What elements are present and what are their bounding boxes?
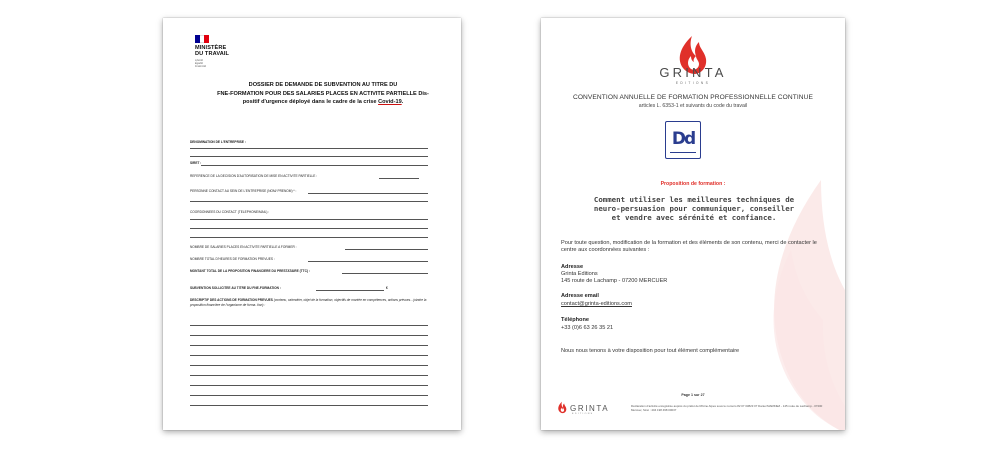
field-line[interactable] xyxy=(190,237,428,238)
form-document-page xyxy=(163,18,461,430)
field-line[interactable] xyxy=(190,375,428,376)
convention-subtitle: articles L. 6353-1 et suivants du code du travail xyxy=(638,103,748,109)
datadock-logo-icon xyxy=(665,121,701,159)
field-line[interactable] xyxy=(190,355,428,356)
field-line[interactable] xyxy=(345,249,428,250)
field-label: DENOMINATION DE L'ENTREPRISE : xyxy=(190,140,246,144)
ministry-line-1: MINISTÈRE xyxy=(195,45,227,51)
field-line[interactable] xyxy=(190,395,428,396)
marianne-flag-icon xyxy=(195,35,209,43)
field-contact-details xyxy=(190,210,436,214)
field-line[interactable] xyxy=(190,325,428,326)
document-title xyxy=(207,81,439,107)
field-line[interactable] xyxy=(190,201,428,202)
field-line[interactable] xyxy=(190,228,428,229)
field-line[interactable] xyxy=(342,273,428,274)
closing-statement: Nous nous tenons à votre disposition pour tout élément complémentaire xyxy=(561,348,740,354)
brand-subtitle: EDITIONS xyxy=(675,81,711,85)
field-label: REFERENCE DE LA DECISION D'AUTORISATION DE MISE EN ACTIVITE PARTIELLE : xyxy=(190,174,318,178)
field-label: DESCRIPTIF DES ACTIONS DE FORMATION PREVUES xyxy=(190,298,273,302)
flag-red xyxy=(204,35,209,43)
ministry-name xyxy=(195,45,229,57)
address-label: Adresse xyxy=(561,264,584,270)
field-label: COORDONNEES DU CONTACT (TELEPHONE/MAIL) : xyxy=(190,210,270,214)
field-unit: € xyxy=(386,286,388,290)
euro-unit xyxy=(386,286,396,290)
footer-legal-text: Déclaration d'activité enregistrée auprès du préfet de Rhône Alpes sous le numéro 82 07 03823 07 Daniel MARINEZ - 145 route de Lachamp - 07200 Mercuer, Siret : 404 198 498 00037 xyxy=(631,404,823,412)
field-line[interactable] xyxy=(190,156,428,157)
field-line[interactable] xyxy=(190,365,428,366)
footer-flame-icon xyxy=(555,400,569,416)
phone-number: +33 (0)6 63 26 35 21 xyxy=(561,325,614,331)
address-line-1: Grinta Editions xyxy=(561,271,598,277)
field-line[interactable] xyxy=(379,178,419,179)
field-line[interactable] xyxy=(190,219,428,220)
datadock-bar xyxy=(670,152,696,153)
training-convention-page xyxy=(541,18,845,430)
republic-motto xyxy=(195,59,206,69)
title-line-3-text: positif d'urgence déployé dans le cadre de la crise xyxy=(242,99,379,106)
contact-intro: Pour toute question, modification de la formation et des éléments de son contenu, merci de contacter le centre aux coordonnées suivantes : xyxy=(561,240,817,254)
field-denomination xyxy=(190,140,436,144)
motto-egalite: Égalité xyxy=(195,62,203,66)
field-line[interactable] xyxy=(190,385,428,386)
field-label: NOMBRE TOTAL D'HEURES DE FORMATION PREVUES : xyxy=(190,257,275,261)
field-label: MONTANT TOTAL DE LA PROPOSITION FINANCIERE DU PRESTATAIRE (TTC) : xyxy=(190,269,310,273)
footer-brand-sub: EDITIONS xyxy=(572,413,594,415)
proposal-label: Proposition de formation : xyxy=(660,181,726,187)
title-line-2: FNE-FORMATION POUR DES SALARIES PLACES EN ACTIVITE PARTIELLE Dis- xyxy=(217,90,429,97)
footer-brand: GRINTA xyxy=(570,404,610,413)
title-line-3 xyxy=(207,98,439,107)
proposal-title: Comment utiliser les meilleures techniques de neuro-persuasion pour communiquer, conseiller et vendre avec sérénité et confiance. xyxy=(593,195,795,223)
motto-fraternite: Fraternité xyxy=(195,65,207,69)
field-subvention xyxy=(190,286,436,290)
field-line[interactable] xyxy=(308,193,428,194)
field-detail: (contenu, calendrier, objet de la formation, objectifs de montée en compétences, actions prévues…joindre la proposition financière de l'organisme de forma- tion) : xyxy=(190,298,427,308)
field-label: PERSONNE CONTACT AU SEIN DE L'ENTREPRISE (NOM/ PRENOM) * : xyxy=(190,189,297,193)
title-covid: Covid-19 xyxy=(378,99,402,106)
field-line[interactable] xyxy=(190,148,428,149)
field-label: NOMBRE DE SALARIES PLACES EN ACTIVITE PARTIELLE A FORMER : xyxy=(190,245,297,249)
field-line[interactable] xyxy=(308,261,428,262)
field-description xyxy=(190,298,430,308)
field-line[interactable] xyxy=(190,405,428,406)
field-label: SIRET : xyxy=(190,161,202,165)
email-label: Adresse email xyxy=(561,293,599,299)
datadock-letters: Dd xyxy=(671,129,695,149)
phone-label: Téléphone xyxy=(561,317,589,323)
convention-title: CONVENTION ANNUELLE DE FORMATION PROFESSIONNELLE CONTINUE xyxy=(572,94,814,101)
field-line[interactable] xyxy=(190,345,428,346)
motto-liberte: Liberté xyxy=(195,59,203,62)
field-line[interactable] xyxy=(190,335,428,336)
email-link[interactable]: contact@grinta-editions.com xyxy=(561,301,632,307)
field-label: SUBVENTION SOLLICITEE AU TITRE DU FNE-FORMATION : xyxy=(190,286,281,290)
title-line-1: DOSSIER DE DEMANDE DE SUBVENTION AU TITRE DU xyxy=(248,82,398,88)
title-end: . xyxy=(401,99,404,106)
footer-logo xyxy=(555,400,625,418)
ministry-line-2: DU TRAVAIL xyxy=(195,51,230,58)
page-indicator: Page 1 sur 27 xyxy=(681,393,705,397)
field-line[interactable] xyxy=(316,290,384,291)
brand-name: GRINTA xyxy=(659,65,727,80)
address-line-2: 145 route de Lachamp - 07200 MERCUER xyxy=(561,278,668,284)
field-line[interactable] xyxy=(201,165,428,166)
